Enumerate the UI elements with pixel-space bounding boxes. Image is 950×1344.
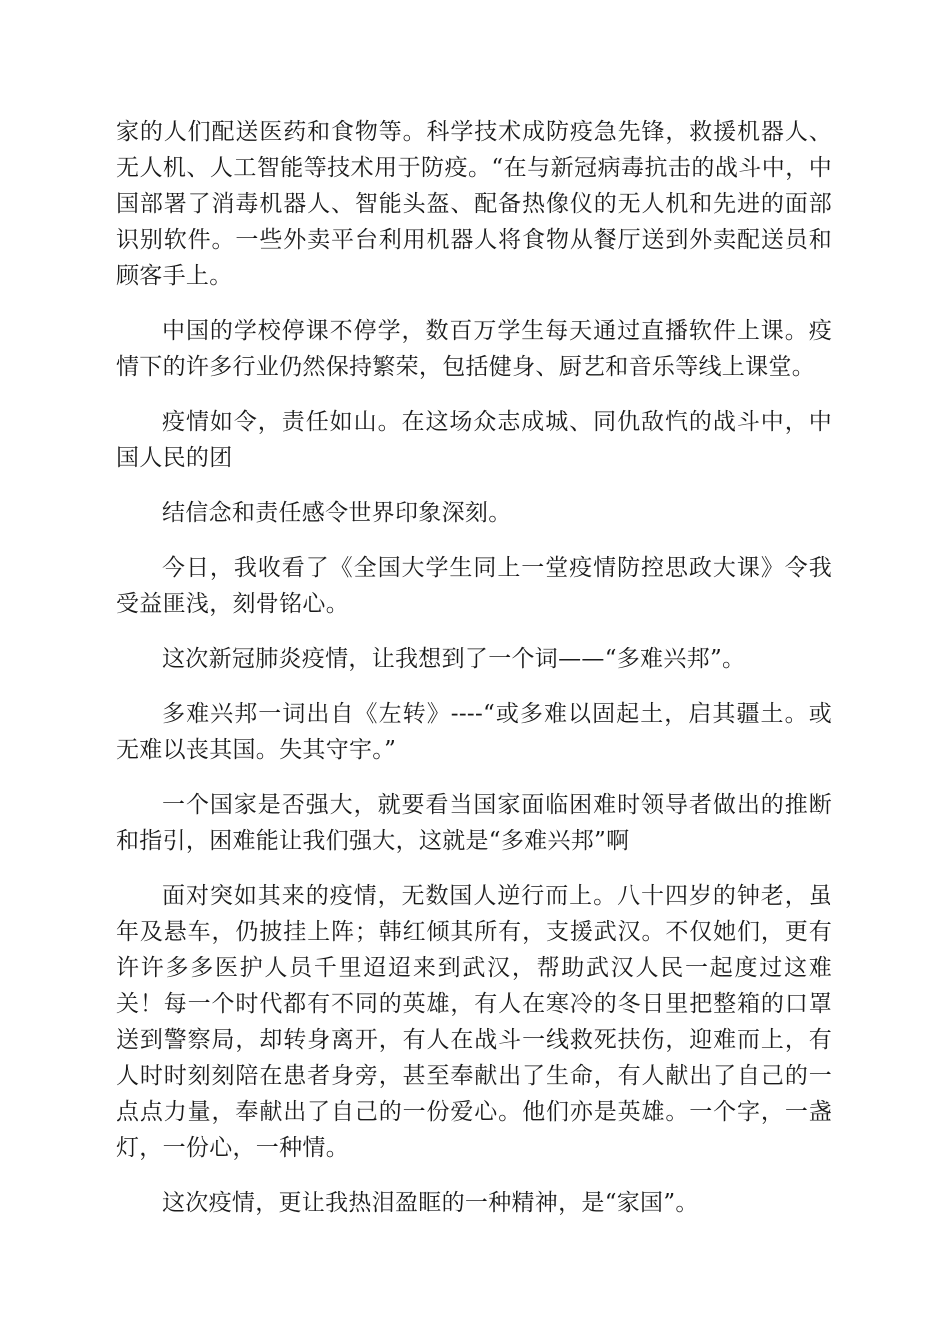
paragraph-2: 中国的学校停课不停学，数百万学生每天通过直播软件上课。疫情下的许多行业仍然保持繁荣，包括健身、厨艺和音乐等线上课堂。 xyxy=(116,318,832,380)
paragraph-8: 一个国家是否强大，就要看当国家面临困难时领导者做出的推断和指引，困难能让我们强大，这就是“多难兴邦”啊 xyxy=(116,792,832,854)
paragraph-4: 结信念和责任感令世界印象深刻。 xyxy=(162,500,512,526)
document-body xyxy=(116,114,832,1240)
paragraph-10: 这次疫情，更让我热泪盈眶的一种精神，是“家国”。 xyxy=(162,1190,699,1216)
paragraph-7: 多难兴邦一词出自《左转》----“或多难以固起土，启其疆土。或无难以丧其国。失其守宇。” xyxy=(116,701,832,763)
paragraph-1: 家的人们配送医药和食物等。科学技术成防疫急先锋，救援机器人、无人机、人工智能等技术用于防疫。“在与新冠病毒抗击的战斗中，中国部署了消毒机器人、智能头盔、配备热像仪的无人机和先进的面部识别软件。一些外卖平台利用机器人将食物从餐厅送到外卖配送员和顾客手上。 xyxy=(116,119,832,289)
paragraph-9: 面对突如其来的疫情，无数国人逆行而上。八十四岁的钟老，虽年及悬车，仍披挂上阵；韩红倾其所有，支援武汉。不仅她们，更有许许多多医护人员千里迢迢来到武汉，帮助武汉人民一起度过这难关！每一个时代都有不同的英雄，有人在寒冷的冬日里把整箱的口罩送到警察局，却转身离开，有人在战斗一线救死扶伤，迎难而上，有人时时刻刻陪在患者身旁，甚至奉献出了生命，有人献出了自己的一点点力量，奉献出了自己的一份爱心。他们亦是英雄。一个字，一盏灯，一份心，一种情。 xyxy=(116,883,832,1161)
paragraph-5: 今日，我收看了《全国大学生同上一堂疫情防控思政大课》令我受益匪浅，刻骨铭心。 xyxy=(116,555,832,617)
paragraph-3: 疫情如令，责任如山。在这场众志成城、同仇敌忾的战斗中，中国人民的团 xyxy=(116,409,832,471)
paragraph-6: 这次新冠肺炎疫情，让我想到了一个词——“多难兴邦”。 xyxy=(162,646,746,672)
